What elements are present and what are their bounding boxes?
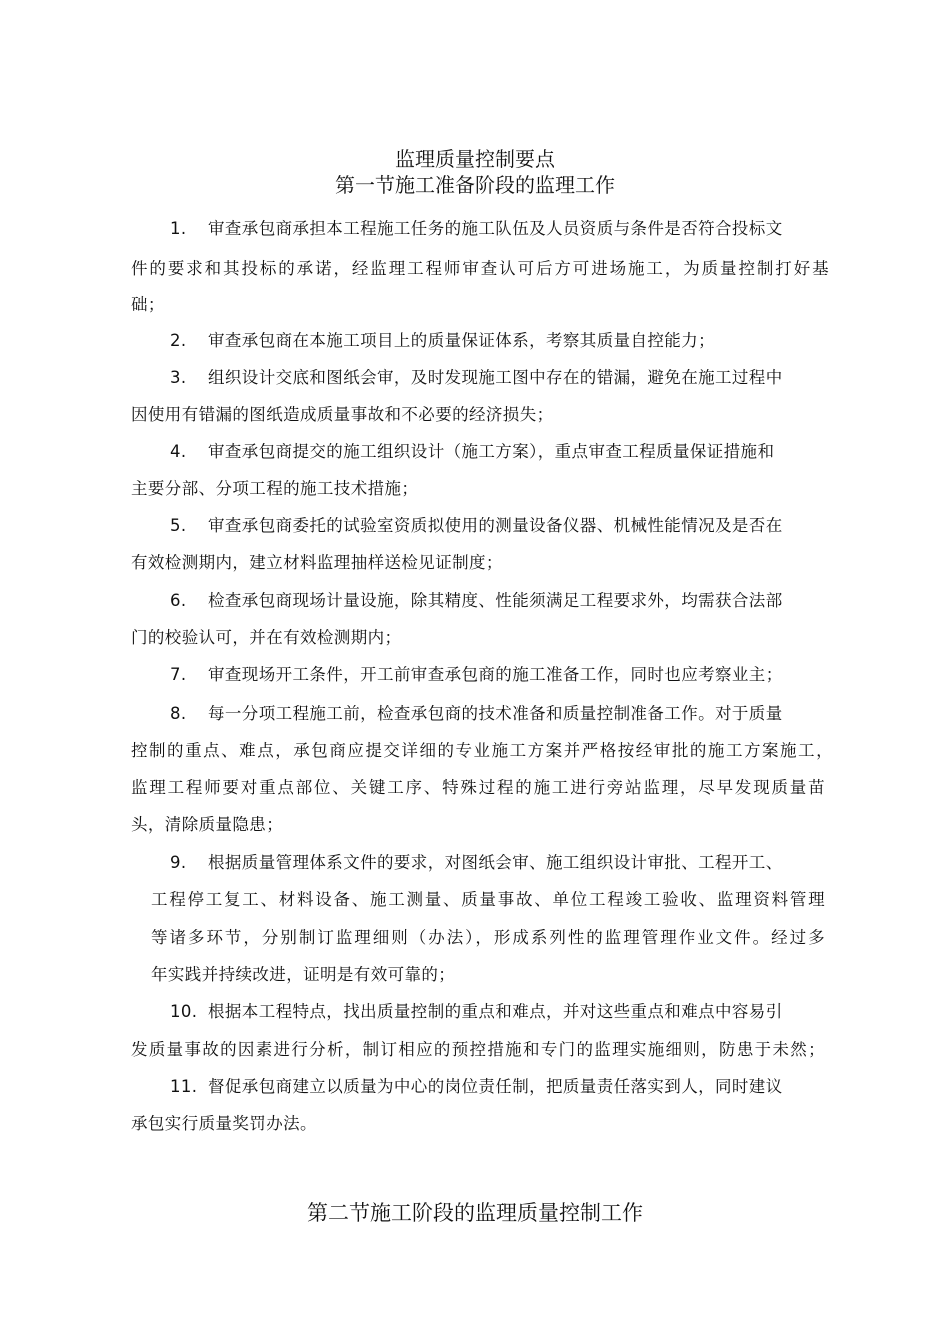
item-5-line-2: 有效检测期内，建立材料监理抽样送检见证制度； bbox=[131, 553, 503, 572]
item-text: 审查承包商在本施工项目上的质量保证体系，考察其质量自控能力； bbox=[208, 331, 715, 350]
item-text: 根据质量管理体系文件的要求，对图纸会审、施工组织设计审批、工程开工、 bbox=[208, 853, 783, 872]
item-text: 根据本工程特点，找出质量控制的重点和难点，并对这些重点和难点中容易引 bbox=[208, 1002, 783, 1021]
document-title: 监理质量控制要点 bbox=[395, 147, 555, 171]
item-number: 11. bbox=[170, 1077, 198, 1096]
item-8-line-2: 控制的重点、难点，承包商应提交详细的专业施工方案并严格按经审批的施工方案施工， bbox=[131, 741, 833, 760]
item-9-line-3: 等诸多环节，分别制订监理细则（办法），形成系列性的监理管理作业文件。经过多 bbox=[151, 928, 825, 947]
item-number: 5. bbox=[170, 516, 187, 535]
item-1-first-line bbox=[170, 218, 783, 240]
item-7-first-line bbox=[170, 664, 783, 686]
section-2-title: 第二节施工阶段的监理质量控制工作 bbox=[307, 1201, 643, 1225]
item-9-line-2: 工程停工复工、材料设备、施工测量、质量事故、单位工程竣工验收、监理资料管理 bbox=[151, 890, 825, 909]
item-1-line-3: 础； bbox=[131, 295, 165, 314]
item-8-line-4: 头，清除质量隐患； bbox=[131, 815, 284, 834]
item-number: 6. bbox=[170, 591, 187, 610]
item-9-first-line bbox=[170, 852, 783, 874]
item-number: 10. bbox=[170, 1002, 198, 1021]
item-number: 8. bbox=[170, 704, 187, 723]
item-11-line-2: 承包实行质量奖罚办法。 bbox=[131, 1114, 317, 1133]
item-3-first-line bbox=[170, 367, 783, 389]
item-text: 督促承包商建立以质量为中心的岗位责任制，把质量责任落实到人，同时建议 bbox=[208, 1077, 783, 1096]
item-number: 9. bbox=[170, 853, 187, 872]
item-4-first-line bbox=[170, 441, 774, 463]
item-number: 3. bbox=[170, 368, 187, 387]
item-6-first-line bbox=[170, 590, 783, 612]
item-text: 每一分项工程施工前，检查承包商的技术准备和质量控制准备工作。对于质量 bbox=[208, 704, 783, 723]
item-number: 4. bbox=[170, 442, 187, 461]
item-10-first-line bbox=[170, 1001, 783, 1023]
item-10-line-2: 发质量事故的因素进行分析，制订相应的预控措施和专门的监理实施细则，防患于未然； bbox=[131, 1040, 825, 1059]
item-text: 审查承包商委托的试验室资质拟使用的测量设备仪器、机械性能情况及是否在 bbox=[208, 516, 783, 535]
item-text: 审查承包商承担本工程施工任务的施工队伍及人员资质与条件是否符合投标文 bbox=[208, 219, 783, 238]
item-3-line-2: 因使用有错漏的图纸造成质量事故和不必要的经济损失； bbox=[131, 405, 554, 424]
item-text: 组织设计交底和图纸会审，及时发现施工图中存在的错漏，避免在施工过程中 bbox=[208, 368, 783, 387]
item-number: 2. bbox=[170, 331, 187, 350]
item-8-first-line bbox=[170, 703, 783, 725]
item-11-first-line bbox=[170, 1076, 783, 1098]
item-text: 审查承包商提交的施工组织设计（施工方案），重点审查工程质量保证措施和 bbox=[208, 442, 775, 461]
item-5-first-line bbox=[170, 515, 783, 537]
item-number: 7. bbox=[170, 665, 187, 684]
item-2-first-line bbox=[170, 330, 715, 352]
item-number: 1. bbox=[170, 219, 187, 238]
item-1-line-2: 件的要求和其投标的承诺，经监理工程师审查认可后方可进场施工，为质量控制打好基 bbox=[131, 259, 829, 278]
item-text: 审查现场开工条件，开工前审查承包商的施工准备工作，同时也应考察业主； bbox=[208, 665, 783, 684]
section-1-title: 第一节施工准备阶段的监理工作 bbox=[335, 173, 615, 197]
item-6-line-2: 门的校验认可，并在有效检测期内； bbox=[131, 628, 402, 647]
item-9-line-4: 年实践并持续改进，证明是有效可靠的； bbox=[151, 965, 456, 984]
item-4-line-2: 主要分部、分项工程的施工技术措施； bbox=[131, 479, 419, 498]
item-text: 检查承包商现场计量设施，除其精度、性能须满足工程要求外，均需获合法部 bbox=[208, 591, 783, 610]
item-8-line-3: 监理工程师要对重点部位、关键工序、特殊过程的施工进行旁站监理，尽早发现质量苗 bbox=[131, 778, 825, 797]
